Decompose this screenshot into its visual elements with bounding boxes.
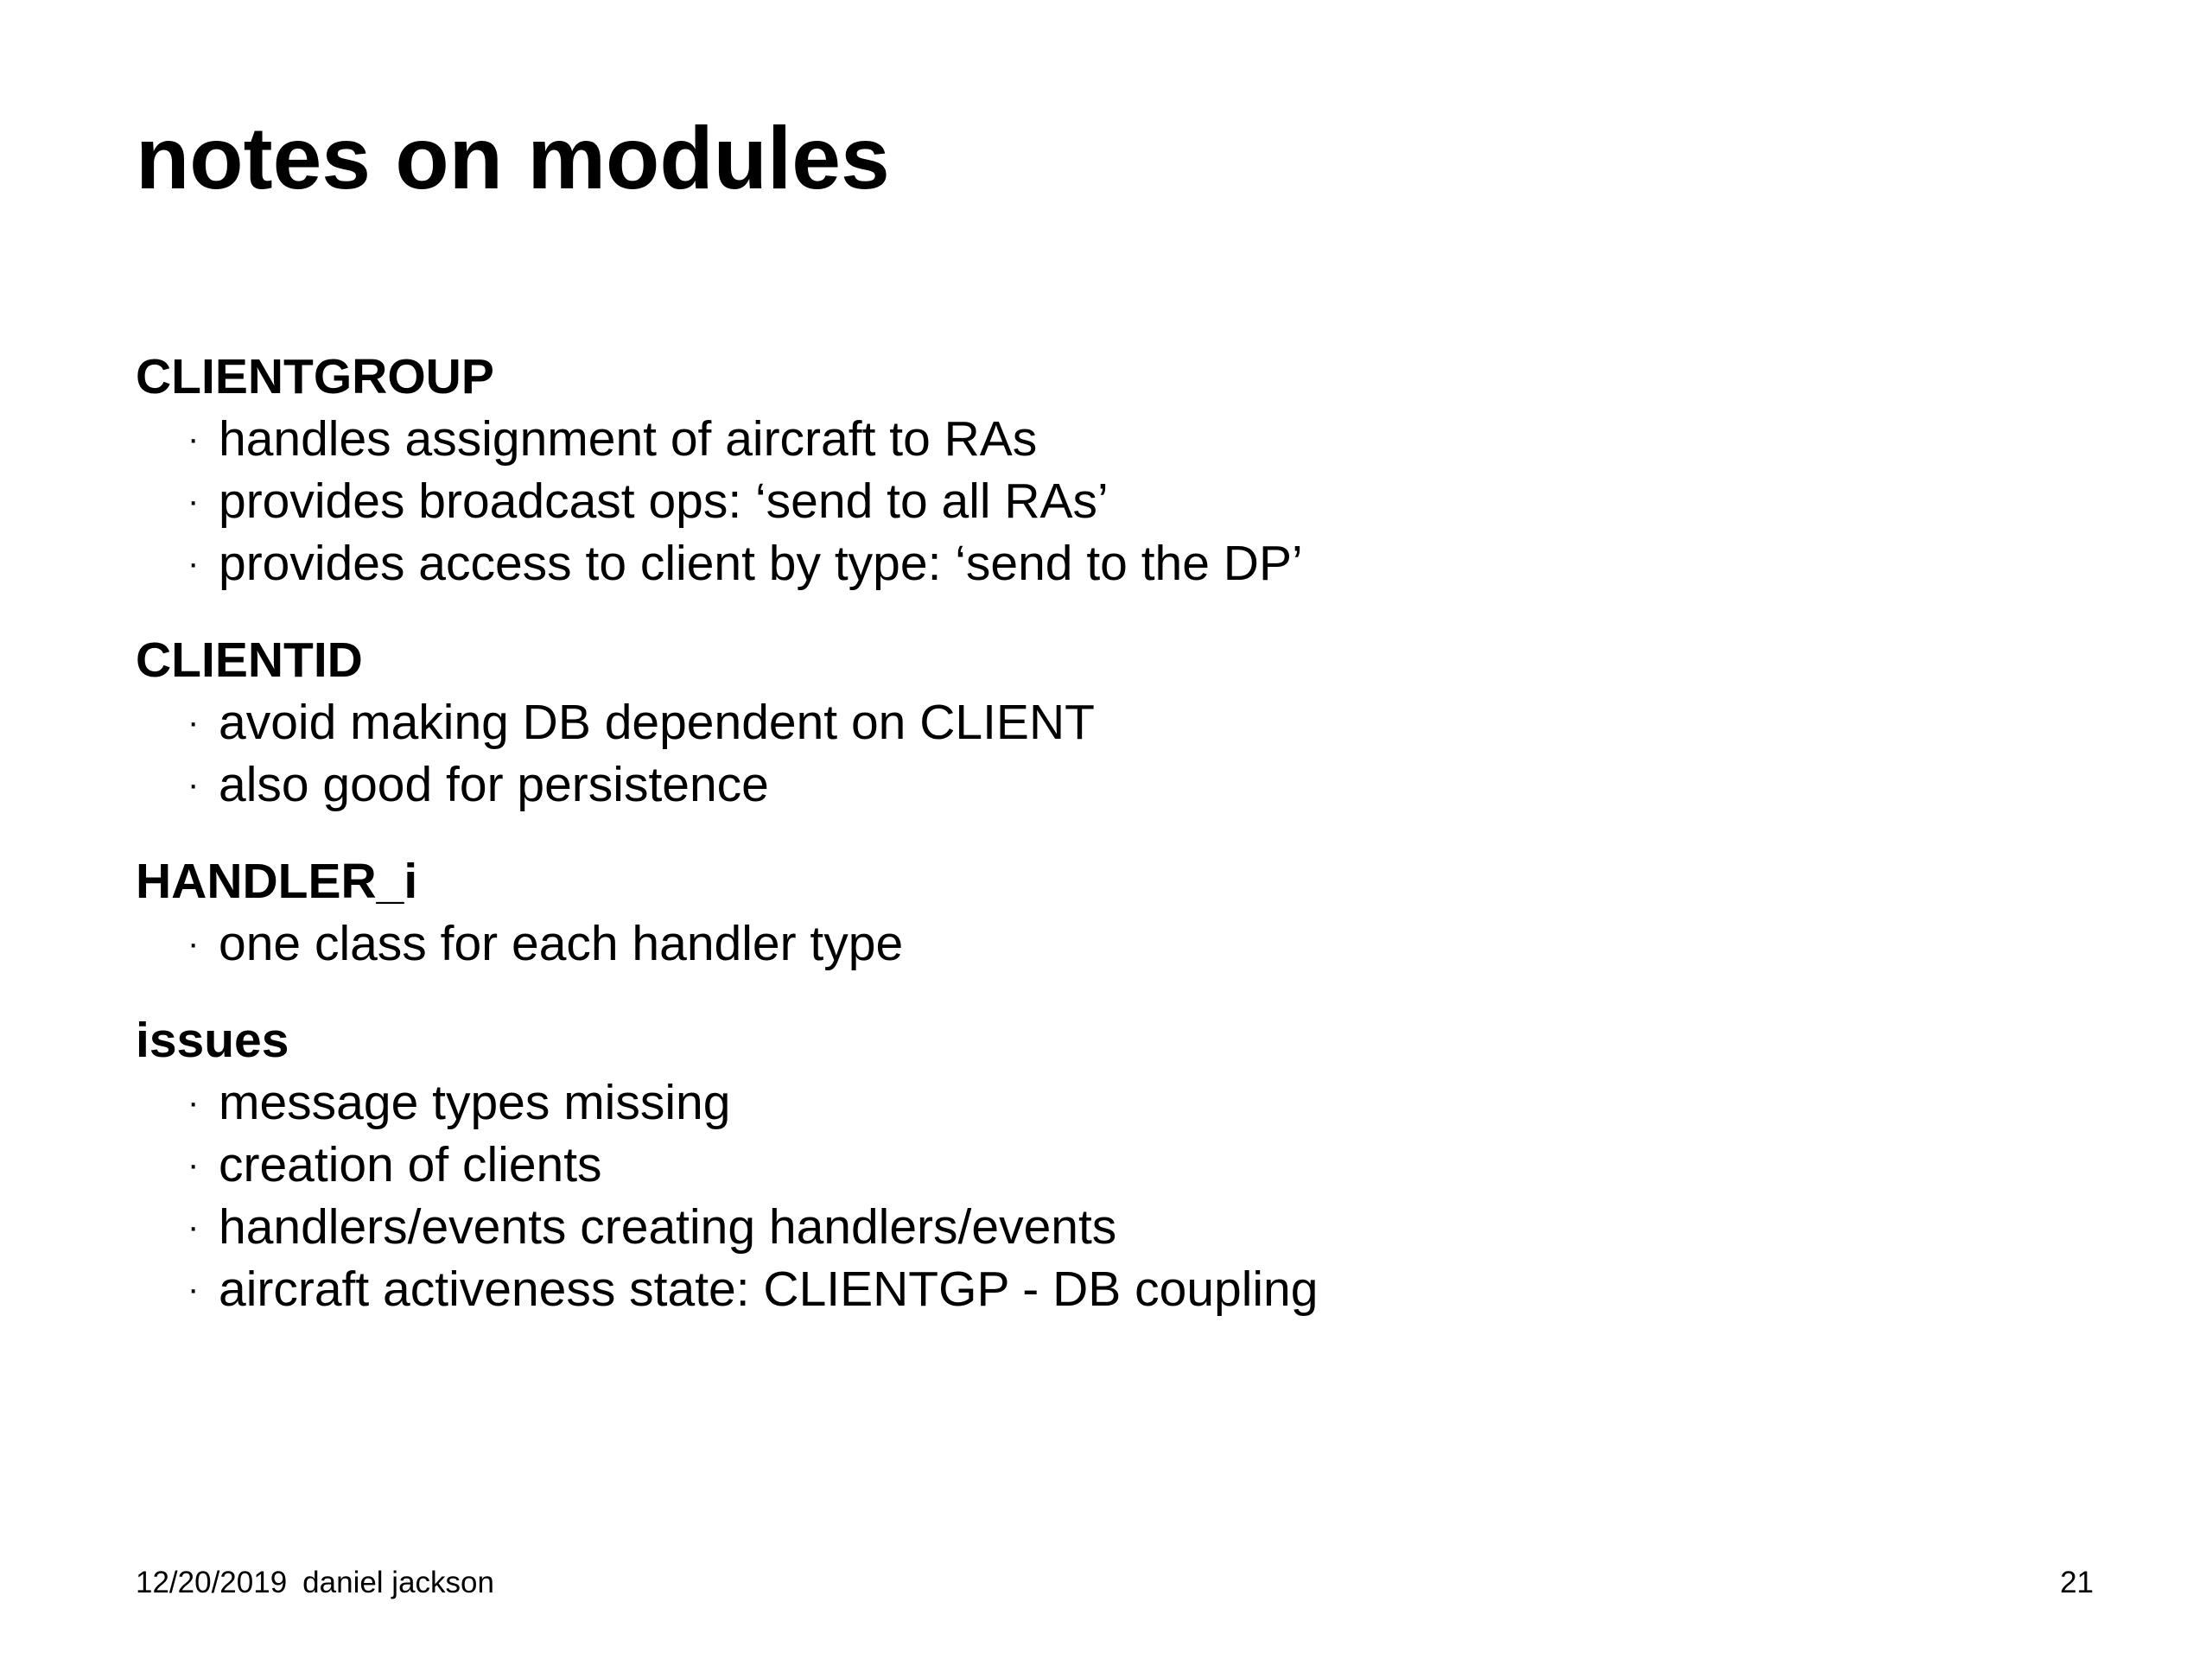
bullet-text: also good for persistence: [219, 757, 769, 812]
bullet-dot-icon: ·: [188, 703, 200, 741]
bullet-list: [136, 691, 2037, 816]
bullet-list: [136, 912, 2037, 975]
bullet-item: [136, 1258, 2037, 1320]
bullet-item: [136, 408, 2037, 470]
bullet-list: [136, 408, 2037, 594]
section-heading: CLIENTGROUP: [136, 349, 494, 404]
bullet-text: one class for each handler type: [219, 916, 904, 971]
bullet-text: provides access to client by type: ‘send to the DP’: [219, 536, 1303, 591]
bullet-dot-icon: ·: [188, 420, 200, 458]
bullet-item: [136, 470, 2037, 532]
bullet-text: provides broadcast ops: ‘send to all RAs’: [219, 474, 1109, 529]
slide-title: notes on modules: [136, 109, 890, 207]
section-issues: [136, 1009, 2037, 1320]
bullet-text: handles assignment of aircraft to RAs: [219, 411, 1038, 467]
bullet-list: [136, 1071, 2037, 1320]
bullet-item: [136, 753, 2037, 816]
bullet-text: message types missing: [219, 1075, 731, 1130]
bullet-dot-icon: ·: [188, 482, 200, 520]
footer-left: [136, 1566, 494, 1600]
bullet-dot-icon: ·: [188, 1270, 200, 1308]
footer-author: daniel jackson: [302, 1566, 494, 1599]
slide-content: [136, 346, 2037, 1355]
section-handler-i: [136, 850, 2037, 975]
bullet-dot-icon: ·: [188, 1084, 200, 1122]
bullet-item: [136, 912, 2037, 975]
bullet-text: aircraft activeness state: CLIENTGP - DB coupling: [219, 1262, 1319, 1317]
page-number: 21: [2060, 1566, 2094, 1599]
section-heading: issues: [136, 1013, 289, 1068]
bullet-text: avoid making DB dependent on CLIENT: [219, 695, 1095, 750]
section-heading: HANDLER_i: [136, 854, 418, 909]
bullet-dot-icon: ·: [188, 925, 200, 963]
bullet-item: [136, 532, 2037, 594]
bullet-dot-icon: ·: [188, 1208, 200, 1246]
section-heading: CLIENTID: [136, 632, 363, 688]
bullet-text: handlers/events creating handlers/events: [219, 1199, 1117, 1255]
footer-date: 12/20/2019: [136, 1566, 288, 1599]
bullet-item: [136, 1071, 2037, 1134]
section-clientgroup: [136, 346, 2037, 594]
bullet-item: [136, 1134, 2037, 1196]
bullet-dot-icon: ·: [188, 1146, 200, 1184]
bullet-dot-icon: ·: [188, 544, 200, 582]
section-clientid: [136, 629, 2037, 816]
bullet-dot-icon: ·: [188, 766, 200, 804]
bullet-text: creation of clients: [219, 1137, 602, 1192]
bullet-item: [136, 691, 2037, 753]
bullet-item: [136, 1196, 2037, 1258]
